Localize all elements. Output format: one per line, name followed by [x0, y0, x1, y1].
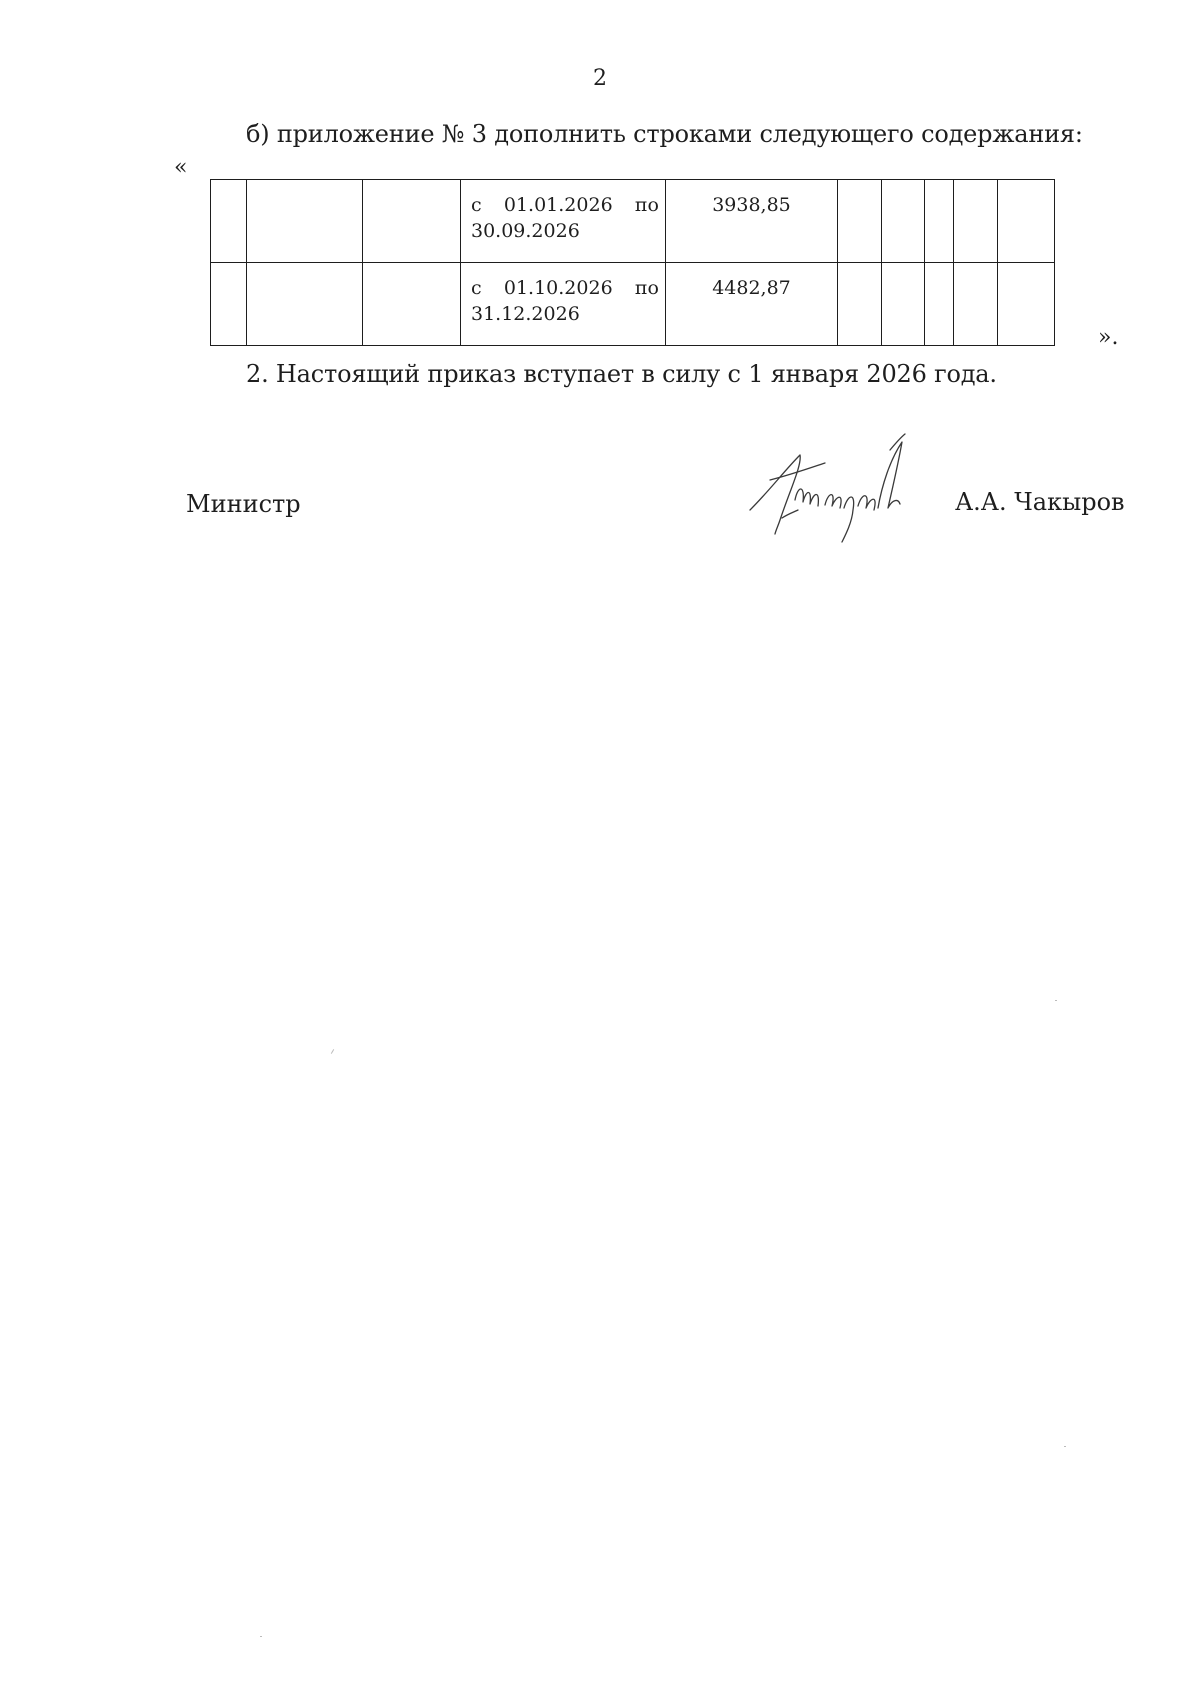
table-cell-empty — [882, 180, 925, 263]
page-number: 2 — [593, 66, 607, 91]
table-row — [211, 180, 1055, 263]
quote-close: ». — [1098, 325, 1119, 350]
table-cell-empty — [925, 263, 954, 346]
table-cell-empty — [925, 180, 954, 263]
table-cell-empty — [211, 180, 247, 263]
period-by: по — [634, 194, 659, 216]
table-cell-empty — [363, 263, 461, 346]
table-cell-empty — [954, 180, 998, 263]
table-cell-empty — [954, 263, 998, 346]
table-row — [211, 263, 1055, 346]
value-cell: 3938,85 — [666, 180, 838, 263]
table-cell-empty — [998, 263, 1055, 346]
scan-speck — [331, 1049, 334, 1054]
paragraph-b: б) приложение № 3 дополнить строками следующего содержания: — [246, 120, 1083, 148]
period-by: по — [634, 277, 659, 299]
period-prefix: с — [471, 194, 482, 216]
signatory-title: Министр — [186, 490, 301, 518]
table-cell-empty — [838, 180, 882, 263]
table-cell-empty — [998, 180, 1055, 263]
table-cell-empty — [838, 263, 882, 346]
period-from: 01.01.2026 — [503, 194, 613, 216]
table-cell-empty — [247, 263, 363, 346]
scan-speck — [260, 1636, 262, 1637]
period-cell — [461, 263, 666, 346]
scan-speck — [1064, 1446, 1066, 1447]
table-cell-empty — [363, 180, 461, 263]
signature-mark-icon — [740, 430, 940, 550]
period-cell — [461, 180, 666, 263]
value-cell: 4482,87 — [666, 263, 838, 346]
period-from: 01.10.2026 — [503, 277, 613, 299]
signatory-name: А.А. Чакыров — [955, 488, 1125, 516]
scan-speck — [1055, 1000, 1057, 1001]
table-cell-empty — [247, 180, 363, 263]
paragraph-2: 2. Настоящий приказ вступает в силу с 1 января 2026 года. — [246, 360, 997, 388]
table-cell-empty — [882, 263, 925, 346]
quote-open: « — [174, 155, 188, 180]
period-to: 31.12.2026 — [471, 303, 580, 325]
table-cell-empty — [211, 263, 247, 346]
tariff-table — [210, 179, 1055, 346]
period-to: 30.09.2026 — [471, 220, 580, 242]
period-prefix: с — [471, 277, 482, 299]
handwritten-signature — [740, 430, 940, 550]
